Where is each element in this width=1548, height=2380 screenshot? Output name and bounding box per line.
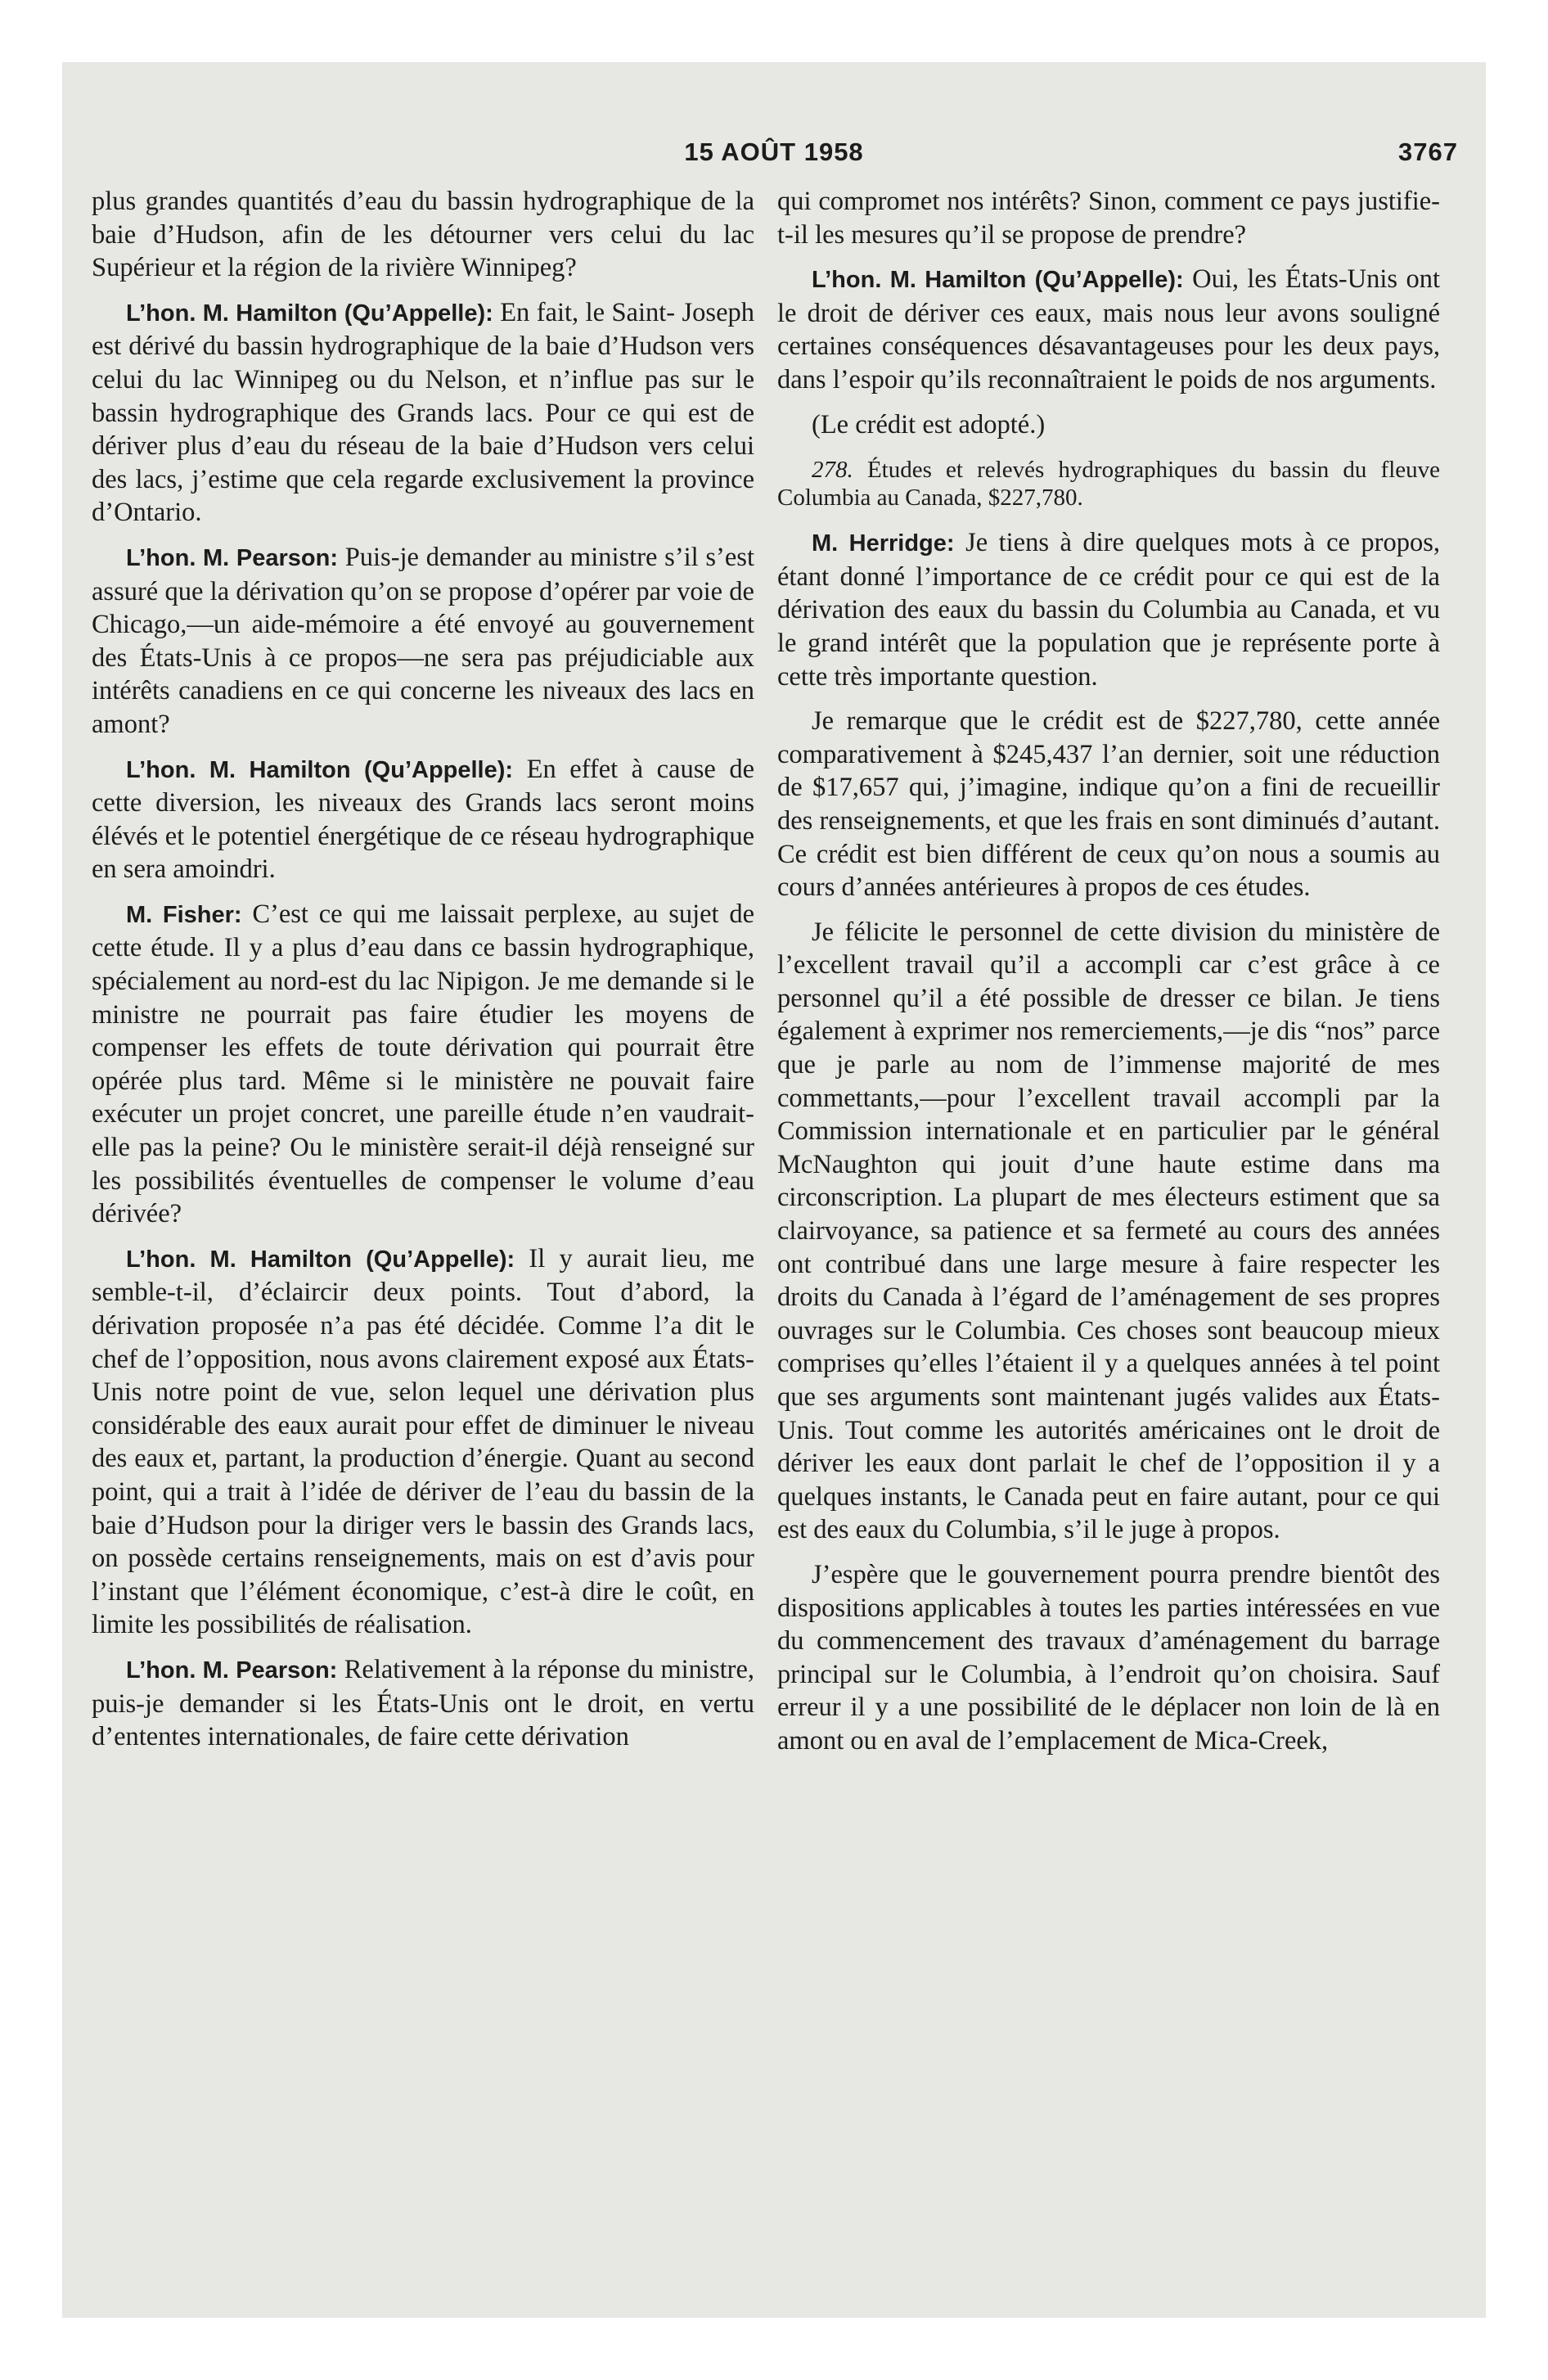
- paragraph: [92, 1242, 754, 1642]
- paragraph: [777, 705, 1440, 904]
- paragraph-text: En fait, le Saint- Joseph est dérivé du bassin hydrographique de la baie d’Hudson vers celui du lac Winnipeg ou du Nelson, et n’influe pas sur le bassin hydrographique des Grands lacs. Pour ce qui est de dériver plus d’eau du réseau de la baie d’Hudson vers celui des lacs, j’estime que cela regarde exclusivement la province d’Ontario.: [92, 297, 755, 528]
- speaker-name: L’hon. M. Pearson:: [126, 544, 338, 571]
- paragraph-text: Je remarque que le crédit est de $227,780, cette année comparativement à $245,437 l’an dernier, soit une réduction de $17,657 qui, j’imagine, indique qu’on a fini de recueillir des renseignements, et que les frais en sont diminués d’autant. Ce crédit est bien différent de ceux qu’on nous a soumis au cours d’années antérieures à propos de ces études.: [777, 706, 1440, 903]
- speaker-name: L’hon. M. Hamilton (Qu’Appelle):: [812, 267, 1184, 294]
- paragraph: [777, 916, 1440, 1547]
- paragraph: [92, 296, 754, 530]
- paragraph: [777, 1558, 1440, 1758]
- vote-number: 278.: [812, 457, 853, 484]
- speaker-name: M. Herridge:: [812, 530, 955, 557]
- paragraph: [777, 526, 1440, 693]
- page-header: [62, 137, 1486, 175]
- right-column: [777, 185, 1440, 1769]
- speaker-name: L’hon. M. Hamilton (Qu’Appelle):: [126, 1246, 515, 1273]
- speaker-name: L’hon. M. Pearson:: [126, 1657, 338, 1684]
- paragraph: [92, 1653, 754, 1754]
- paragraph-text: En effet à cause de cette diversion, les niveaux des Grands lacs seront moins élévés et le potentiel énergétique de ce réseau hydrographique en sera amoindri.: [92, 754, 755, 885]
- scanned-page: [62, 62, 1486, 2318]
- adopted-note: (Le crédit est adopté.): [812, 409, 1046, 439]
- paragraph: [777, 263, 1440, 396]
- page-date: 15 AOÛT 1958: [684, 137, 864, 166]
- page-number: 3767: [1398, 137, 1458, 166]
- paragraph: [777, 185, 1440, 251]
- paragraph-text: Je tiens à dire quelques mots à ce propos, étant donné l’importance de ce crédit pour ce qui est de la dérivation des eaux du bassin du Columbia au Canada, et vu le grand intérêt que la population que je représente porte à cette très importante question.: [777, 528, 1441, 692]
- paragraph: [92, 753, 754, 886]
- paragraph-text: Relativement à la réponse du ministre, puis-je demander si les États-Unis ont le droit, en vertu d’ententes internationales, de faire cette dérivation: [92, 1654, 754, 1752]
- left-column: [92, 185, 754, 1765]
- paragraph-text: J’espère que le gouvernement pourra prendre bientôt des dispositions applicables à toutes les parties intéressées en vue du commencement des travaux d’aménagement du barrage principal sur le Columbia, à l’endroit qu’on choisira. Sauf erreur il y a une possibilité de le déplacer non loin de là en amont ou en aval de l’emplacement de Mica-Creek,: [777, 1559, 1440, 1756]
- paragraph: [92, 898, 754, 1231]
- vote-text: Études et relevés hydrographiques du bassin du fleuve Columbia au Canada, $227,780.: [777, 457, 1440, 512]
- speaker-name: L’hon. M. Hamilton (Qu’Appelle):: [126, 756, 514, 783]
- paragraph: [92, 185, 754, 285]
- paragraph-text: C’est ce qui me laissait perplexe, au sujet de cette étude. Il y a plus d’eau dans ce bassin hydrographique, spécialement au nord-est du lac Nipigon. Je me demande si le ministre ne pourrait pas faire étudier les moyens de compenser les effets de toute dérivation qui pourrait être opérée plus tard. Même si le ministère ne pouvait faire exécuter un projet concret, une pareille étude n’en vaudrait-elle pas la peine? Ou le ministère serait-il déjà renseigné sur les possibilités éventuelles de compenser le volume d’eau dérivée?: [92, 899, 755, 1229]
- paragraph-text: Il y aurait lieu, me semble-t-il, d’éclaircir deux points. Tout d’abord, la dérivation proposée n’a pas été décidée. Comme l’a dit le chef de l’opposition, nous avons clairement exposé aux États-Unis notre point de vue, selon lequel une dérivation plus considérable des eaux aurait pour effet de diminuer le niveau des eaux et, partant, la production d’énergie. Quant au second point, qui a trait à l’idée de dériver de l’eau du bassin de la baie d’Hudson pour la diriger vers le bassin des Grands lacs, on possède certains renseignements, mais on est d’avis pour l’instant que l’élément économique, c’est-à dire le coût, en limite les possibilités de réalisation.: [92, 1243, 754, 1640]
- paragraph-text: Je félicite le personnel de cette division du ministère de l’excellent travail qu’il a accompli car c’est grâce à ce personnel qu’il a été possible de dresser ce bilan. Je tiens également à exprimer nos remerciements,—je dis “nos” parce que je parle au nom de l’immense majorité de mes commettants,—pour l’excellent travail accompli par la Commission internationale et en particulier par le général McNaughton qui jouit d’une haute estime dans ma circonscription. La plupart de mes électeurs estiment que sa clairvoyance, sa patience et sa fermeté au cours des années ont contribué dans une large mesure à faire respecter les droits du Canada à l’égard de l’aménagement de ses propres ouvrages sur le Columbia. Ces choses sont beaucoup mieux comprises qu’elles l’étaient il y a quelques années à tel point que ses arguments sont maintenant jugés valides aux États-Unis. Tout comme les autorités américaines ont le droit de dériver les eaux dont parlait le chef de l’opposition il y a quelques instants, le Canada peut en faire autant, pour ce qui est des eaux du Columbia, s’il le juge à propos.: [777, 917, 1440, 1545]
- speaker-name: L’hon. M. Hamilton (Qu’Appelle):: [126, 300, 493, 327]
- paragraph-text: Oui, les États-Unis ont le droit de dériver ces eaux, mais nous leur avons souligné certaines conséquences désavantageuses pour les deux pays, dans l’espoir qu’ils reconnaîtraient le poids de nos arguments.: [777, 264, 1441, 394]
- paragraph-text: qui compromet nos intérêts? Sinon, comment ce pays justifie-t-il les mesures qu’il se propose de prendre?: [777, 187, 1440, 250]
- speaker-name: M. Fisher:: [126, 901, 242, 928]
- paragraph-text: Puis-je demander au ministre s’il s’est assuré que la dérivation qu’on se propose d’opérer par voie de Chicago,—un aide-mémoire a été envoyé au gouvernement des États-Unis à ce propos—ne sera pas préjudiciable aux intérêts canadiens en ce qui concerne les niveaux des lacs en amont?: [92, 542, 754, 739]
- vote-item: [777, 456, 1440, 512]
- paragraph: [92, 541, 754, 741]
- paragraph-text: plus grandes quantités d’eau du bassin hydrographique de la baie d’Hudson, afin de les détourner vers celui du lac Supérieur et la région de la rivière Winnipeg?: [92, 187, 754, 283]
